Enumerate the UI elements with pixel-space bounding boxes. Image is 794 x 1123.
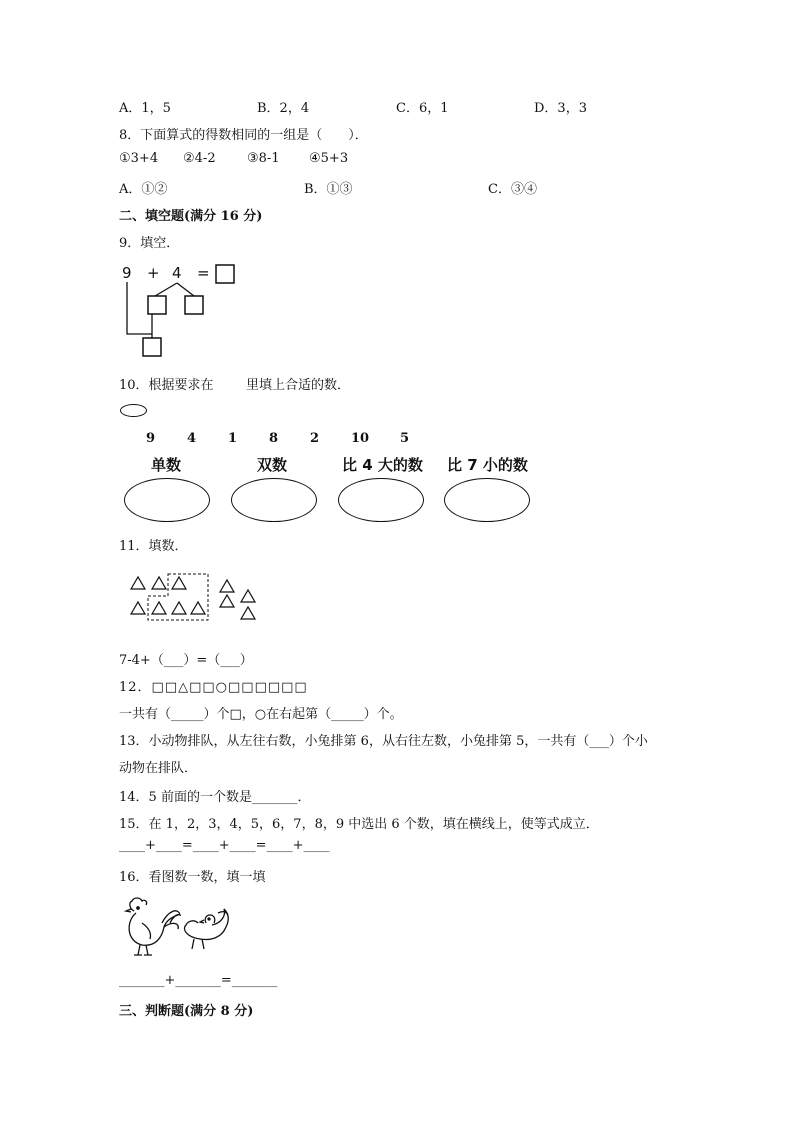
q9-sum-box[interactable]: [143, 338, 161, 356]
q9-equals: =: [197, 264, 210, 282]
q9-plus: +: [147, 264, 160, 282]
triangle-icon: [131, 577, 145, 589]
q12-number: 12．: [119, 680, 152, 695]
q15-stem: 15．在 1，2，3，4，5，6，7，8，9 中选出 6 个数，填在横线上，使等式成立．: [119, 817, 599, 832]
triangle-icon: [241, 607, 255, 619]
q11-stem: 11．填数．: [119, 539, 188, 554]
triangle-icon: [220, 580, 234, 592]
q10-stem-part-1: 10．根据要求在: [119, 378, 214, 393]
section-3-heading: 三、判断题(满分 8 分): [119, 1004, 254, 1019]
q10-category-less-than-7: 比 7 小的数: [447, 456, 528, 474]
triangle-icon: [191, 602, 205, 614]
q16-chickens-picture: [122, 893, 237, 963]
triangle-icon: [152, 602, 166, 614]
q8-option-c: C．③④: [488, 182, 537, 197]
q10-answer-oval-greater-than-4[interactable]: [338, 478, 424, 522]
triangle-icon: [172, 602, 186, 614]
q10-number-8: 8: [269, 431, 279, 446]
q9-decomposition-diagram: [115, 262, 235, 362]
q8-option-b: B．①③: [304, 182, 353, 197]
triangle-icon: [220, 595, 234, 607]
q10-number-10: 10: [351, 431, 370, 446]
q11-equation: 7-4+（___）=（___）: [119, 653, 253, 668]
q7-option-b: B．2，4: [257, 101, 310, 116]
q7-option-a: A．1，5: [119, 101, 171, 116]
q10-answer-oval-even[interactable]: [231, 478, 317, 522]
q13-line-1: 13．小动物排队，从左往右数，小兔排第 6，从右往左数，小兔排第 5，一共有（___）个小: [119, 734, 648, 749]
q10-number-9: 9: [146, 431, 156, 446]
q12-shapes: □□△□□○□□□□□□: [151, 680, 308, 695]
q9-split-box-right[interactable]: [185, 296, 203, 314]
q10-category-odd: 单数: [151, 456, 182, 474]
q10-answer-oval-less-than-7[interactable]: [444, 478, 530, 522]
q13-line-2: 动物在排队．: [119, 761, 198, 776]
q16-stem: 16．看图数一数，填一填: [119, 870, 266, 885]
q16-blanks[interactable]: _______+_______=_______: [119, 973, 278, 988]
q15-blanks[interactable]: ____+____=____+____=____+____: [119, 838, 330, 853]
q10-category-even: 双数: [257, 456, 288, 474]
q10-stem-part-2: 里填上合适的数．: [246, 378, 351, 393]
q8-expr-3: ③8-1: [247, 151, 280, 166]
q8-expr-2: ②4-2: [183, 151, 216, 166]
q8-option-a: A．①②: [119, 182, 168, 197]
q10-category-greater-than-4: 比 4 大的数: [342, 456, 423, 474]
q9-branch-lines: [155, 283, 194, 296]
q8-expr-4: ④5+3: [309, 151, 349, 166]
q11-triangle-figure: [128, 570, 268, 625]
q10-number-4: 4: [187, 431, 197, 446]
q8-stem: 8．下面算式的得数相同的一组是（ ）．: [119, 128, 368, 143]
q9-stem: 9．填空．: [119, 236, 180, 251]
triangle-icon: [172, 577, 186, 589]
q9-answer-box[interactable]: [216, 265, 234, 283]
q10-number-1: 1: [228, 431, 238, 446]
q10-oval-icon: [120, 404, 147, 417]
q9-num-4: 4: [172, 264, 182, 282]
section-2-heading: 二、填空题(满分 16 分): [119, 209, 263, 224]
triangle-icon: [131, 602, 145, 614]
triangle-icon: [152, 577, 166, 589]
q10-number-5: 5: [400, 431, 410, 446]
triangle-icon: [241, 590, 255, 602]
q12-shape-row: [119, 676, 308, 695]
q9-split-box-left[interactable]: [148, 296, 166, 314]
q12-question-text: 一共有（_____）个□，○在右起第（_____）个。: [119, 707, 403, 722]
q9-num-9: 9: [122, 264, 132, 282]
q14-text: 14．5 前面的一个数是_______．: [119, 790, 311, 805]
q7-option-d: D．3，3: [534, 101, 587, 116]
q8-expr-1: ①3+4: [119, 151, 159, 166]
q10-answer-oval-odd[interactable]: [124, 478, 210, 522]
q7-option-c: C．6，1: [396, 101, 449, 116]
q10-number-2: 2: [310, 431, 320, 446]
